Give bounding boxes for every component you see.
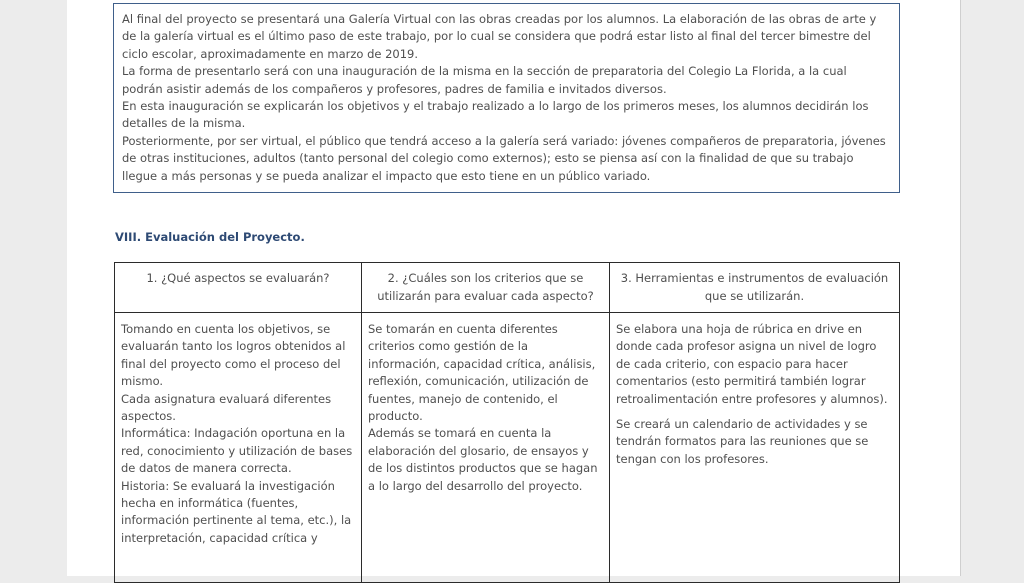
intro-paragraph: Al final del proyecto se presentará una Galería Virtual con las obras creadas por los alumnos. La elaboración de las obras de arte y de la galería virtual es el último paso de este trabajo, por lo cual se considera que podrá estar listo al final del tercer bimestre del ciclo escolar, aproximadamente en marzo de 2019.	[122, 12, 877, 61]
header-tools: 3. Herramientas e instrumentos de evaluación que se utilizarán.	[610, 263, 900, 313]
cell-paragraph: Tomando en cuenta los objetivos, se evaluarán tanto los logros obtenidos al final del proyecto como el proceso del mismo.	[121, 322, 346, 389]
cell-paragraph: Historia: Se evaluará la investigación hecha en informática (fuentes, información pertinente al tema, etc.), la interpretación, capacidad crítica y	[121, 478, 352, 545]
document-page	[67, 0, 961, 576]
intro-paragraph: Posteriormente, por ser virtual, el público que tendrá acceso a la galería será variado: jóvenes compañeros de preparatoria, jóvenes de otras instituciones, adultos (tanto personal del colegio como externos); esto se piensa así con la finalidad de que su trabajo llegue a más personas y se pueda analizar el impacto que esto tiene en un público variado.	[122, 133, 886, 183]
cell-aspects	[115, 313, 362, 583]
intro-paragraph: La forma de presentarlo será con una inauguración de la misma en la sección de preparatoria del Colegio La Florida, a la cual podrán asistir además de los compañeros y profesores, padres de familia e invitados diversos.	[122, 64, 847, 96]
cell-paragraph: Cada asignatura evaluará diferentes aspectos.	[121, 391, 332, 424]
table-row	[115, 313, 900, 583]
cell-paragraph: Se elabora una hoja de rúbrica en drive en donde cada profesor asigna un nivel de logro de cada criterio, con espacio para hacer comentarios (esto permitirá también lograr retroalimentación entre profesores y alumnos).	[616, 322, 888, 406]
intro-text-box	[113, 3, 900, 193]
cell-tools	[610, 313, 900, 583]
cell-paragraph: Se creará un calendario de actividades y se tendrán formatos para las reuniones que se tengan con los profesores.	[616, 417, 869, 466]
evaluation-table	[114, 262, 900, 583]
cell-paragraph: Además se tomará en cuenta la elaboración del glosario, de ensayos y de los distintos productos que se hagan a lo largo del desarrollo del proyecto.	[368, 426, 598, 493]
section-title: VIII. Evaluación del Proyecto.	[115, 230, 305, 244]
header-aspects: 1. ¿Qué aspectos se evaluarán?	[115, 263, 362, 313]
header-criteria: 2. ¿Cuáles son los criterios que se utilizarán para evaluar cada aspecto?	[362, 263, 610, 313]
intro-paragraph: En esta inauguración se explicarán los objetivos y el trabajo realizado a lo largo de los primeros meses, los alumnos decidirán los detalles de la misma.	[122, 99, 869, 131]
cell-paragraph: Informática: Indagación oportuna en la red, conocimiento y utilización de bases de datos de manera correcta.	[121, 426, 353, 476]
cell-paragraph: Se tomarán en cuenta diferentes criterios como gestión de la información, capacidad crítica, análisis, reflexión, comunicación, utilización de fuentes, manejo de contenido, el producto.	[368, 322, 596, 424]
table-header-row	[115, 263, 900, 313]
cell-criteria	[362, 313, 610, 583]
